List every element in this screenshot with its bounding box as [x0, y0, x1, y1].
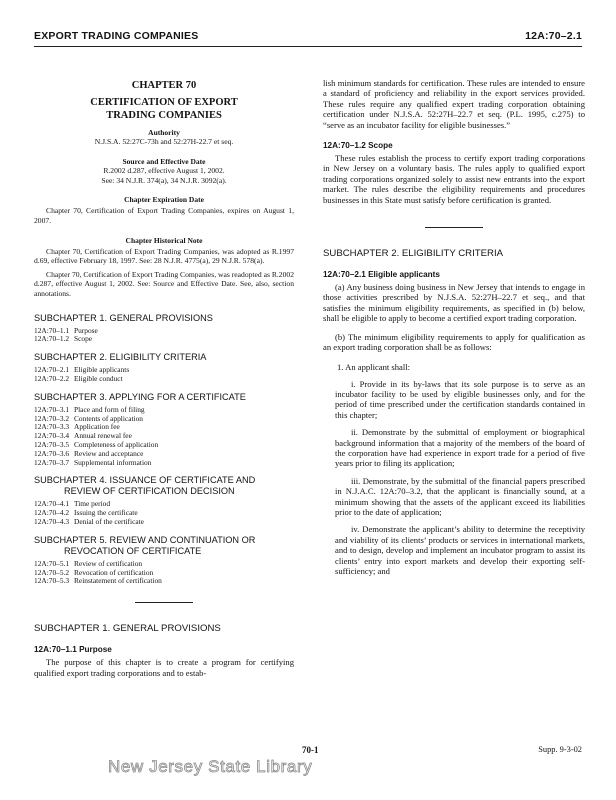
chapter-title: CERTIFICATION OF EXPORT TRADING COMPANIES — [90, 97, 238, 121]
expiration-text: Chapter 70, Certification of Export Trading Companies, expires on August 1, 2007. — [34, 206, 294, 225]
toc-entry: 12A:70–3.7 Supplemental information — [34, 457, 152, 467]
toc-subchapter-5: SUBCHAPTER 5. REVIEW AND CONTINUATION OR REVOCATION OF CERTIFICATE — [34, 534, 256, 556]
table-of-contents — [34, 313, 294, 587]
toc-entry: 12A:70–2.2 Eligible conduct — [34, 373, 123, 383]
toc-entry: 12A:70–4.1 Time period — [34, 499, 111, 509]
toc-entry: 12A:70–5.3 Reinstatement of certification — [34, 576, 162, 586]
header-rule — [34, 46, 582, 47]
source-line-2: See: 34 N.J.R. 374(a), 34 N.J.R. 3092(a). — [101, 175, 227, 185]
toc-subchapter-2: SUBCHAPTER 2. ELIGIBILITY CRITERIA — [34, 352, 207, 363]
toc-entry: 12A:70–5.1 Review of certification — [34, 558, 143, 568]
toc-subchapter-1: SUBCHAPTER 1. GENERAL PROVISIONS — [34, 312, 213, 323]
section-1-1-text: The purpose of this chapter is to create a program for certifying qualified export trading corporations and to estab- — [34, 657, 294, 678]
toc-entry: 12A:70–1.1 Purpose — [34, 325, 98, 335]
authority-heading: Authority — [148, 128, 180, 137]
left-column — [34, 56, 294, 678]
historical-heading: Chapter Historical Note — [125, 235, 203, 245]
section-divider — [135, 602, 193, 603]
item-1-ii: ii. Demonstrate by the submittal of employment or biographical background information that a majority of the members of the board of the corporation have had experience in export trade for a period of five years prior to filing its application; — [335, 427, 585, 469]
source-heading: Source and Effective Date — [122, 156, 206, 166]
subchapter-2-heading: SUBCHAPTER 2. ELIGIBILITY CRITERIA — [323, 248, 504, 260]
section-1-2-heading: 12A:70–1.2 Scope — [323, 141, 393, 151]
purpose-continued-text: lish minimum standards for certification. These rules are intended to ensure a standard of proficiency and reliability in the export services provided. These rules require any qualified expert trading corporation obtaining certification under N.J.S.A. 52:27H–22.7 et seq. (P.L. 1995, c.275) to “serve as an incubator facility for eligible businesses.” — [323, 78, 585, 130]
section-1-1-heading: 12A:70–1.1 Purpose — [34, 645, 112, 655]
toc-entry: 12A:70–4.3 Denial of the certificate — [34, 516, 144, 526]
toc-entry: 12A:70–1.2 Scope — [34, 334, 93, 344]
chapter-number: CHAPTER 70 — [131, 80, 197, 91]
running-header — [34, 30, 582, 44]
item-1-iv: iv. Demonstrate the applicant’s ability to determine the receptivity and viability of its clients’ products or services in international markets, and to design, develop and implement an incubator program to assist its clients’ entry into export markets and develop their exporting self-sufficiency; and — [335, 524, 585, 576]
expiration-heading: Chapter Expiration Date — [124, 195, 204, 205]
header-title: EXPORT TRADING COMPANIES — [34, 30, 199, 42]
paragraph-b: (b) The minimum eligibility requirements to apply for qualification as an export trading corporation shall be as follows: — [323, 331, 585, 353]
toc-subchapter-3: SUBCHAPTER 3. APPLYING FOR A CERTIFICATE — [34, 391, 246, 402]
page-number: 70-1 — [302, 745, 319, 755]
section-2-1-heading: 12A:70–2.1 Eligible applicants — [323, 270, 440, 280]
item-1-iii: iii. Demonstrate, by the submittal of the financial papers prescribed in N.J.A.C. 12A:70–3.2, that the applicant is financially sound, at a minimum showing that the assets of the applicant exceed its liabilities prior to the date of application; — [335, 475, 585, 517]
historical-note-1: Chapter 70, Certification of Export Trading Companies, was adopted as R.1997 d.69, effective February 18, 1997. See: 28 N.J.R. 4775(a), 29 N.J.R. 578(a). — [34, 246, 294, 266]
toc-entry: 12A:70–3.6 Review and acceptance — [34, 448, 144, 458]
paragraph-a: (a) Any business doing business in New Jersey that intends to engage in those activities prescribed by N.J.S.A. 52:27H–22.7 et seq., and that satisfies the minimum eligibility requirements, as specified in (b) below, shall be eligible to apply to become a certified export trading corporation. — [323, 282, 585, 324]
item-1-i: i. Provide in its by-laws that its sole purpose is to serve as an incubator facility to be used by eligible businesses only, and for the period of time prescribed under the certification standards contained in this chapter; — [335, 378, 585, 420]
authority-text: N.J.S.A. 52:27C-73h and 52:27H-22.7 et seq. — [94, 137, 234, 146]
toc-entry: 12A:70–2.1 Eligible applicants — [34, 365, 130, 375]
subchapter-1-heading: SUBCHAPTER 1. GENERAL PROVISIONS — [34, 623, 221, 635]
toc-entry: 12A:70–3.5 Completeness of application — [34, 439, 159, 449]
toc-entry: 12A:70–3.2 Contents of application — [34, 413, 143, 423]
section-divider — [425, 227, 483, 228]
toc-entry: 12A:70–3.4 Annual renewal fee — [34, 431, 132, 441]
toc-subchapter-4: SUBCHAPTER 4. ISSUANCE OF CERTIFICATE AND REVIEW OF CERTIFICATION DECISION — [34, 475, 256, 497]
section-1-2-text: These rules establish the process to certify export trading corporations in New Jersey on a voluntary basis. The rules apply to qualified export trading corporations organized solely to assist new entrants into the export market. The rules describe the eligibility requirements and procedures businesses in this State must satisfy before certification is granted. — [323, 153, 585, 205]
item-1: 1. An applicant shall: — [337, 361, 411, 372]
historical-note-2: Chapter 70, Certification of Export Trading Companies, was readopted as R.2002 d.287, effective August 1, 2002. See: Source and Effective Date. See, also, section annotations. — [34, 269, 294, 298]
source-line-1: R.2002 d.287, effective August 1, 2002. — [103, 165, 225, 175]
toc-entry: 12A:70–3.3 Application fee — [34, 422, 120, 432]
toc-entry: 12A:70–4.2 Issuing the certificate — [34, 508, 138, 518]
toc-entry: 12A:70–5.2 Revocation of certification — [34, 567, 154, 577]
library-stamp: New Jersey State Library — [108, 757, 313, 776]
right-column — [323, 56, 585, 576]
toc-entry: 12A:70–3.1 Place and form of filing — [34, 404, 145, 414]
header-section-number: 12A:70–2.1 — [525, 30, 582, 42]
supplement-date: Supp. 9-3-02 — [538, 745, 582, 754]
